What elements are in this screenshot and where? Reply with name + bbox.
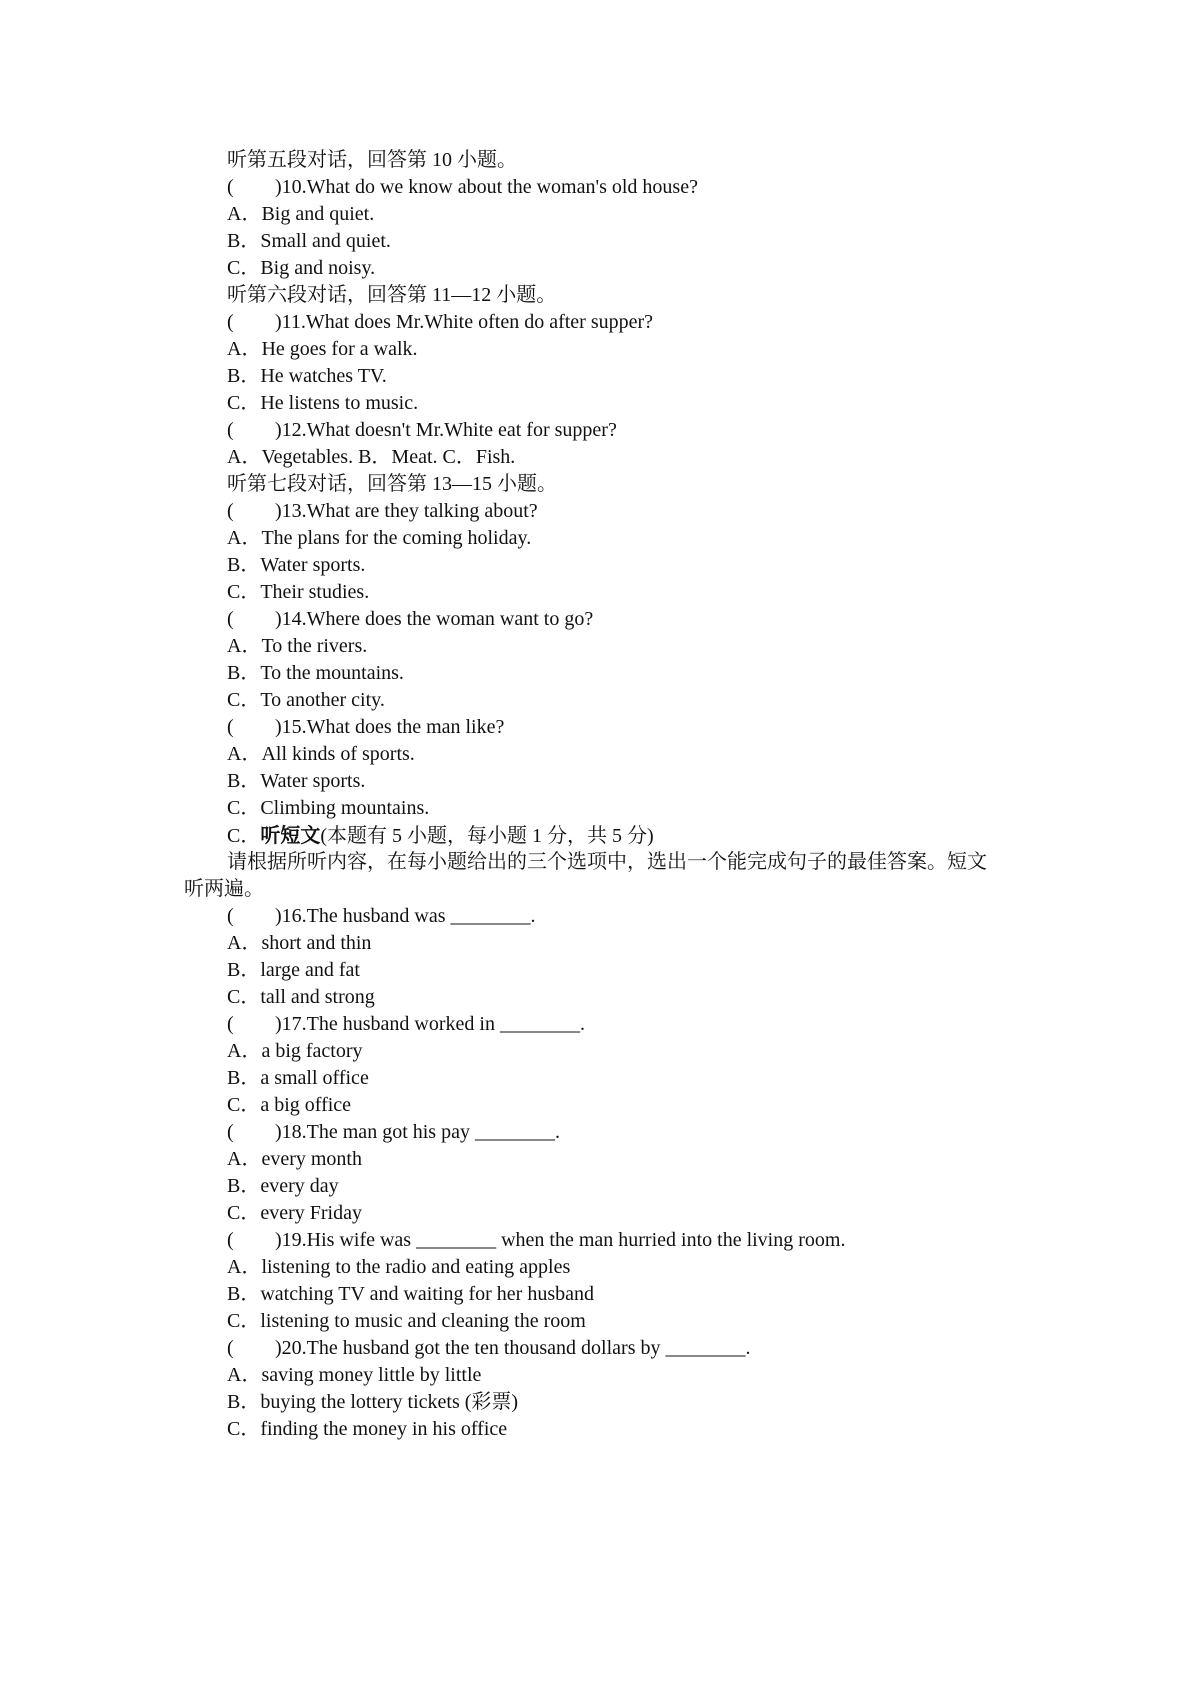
question-text: )19.His wife was ________ when the man hurried into the living room. [275,1229,846,1251]
answer-option: C．He listens to music. [227,392,419,414]
question-text: )16.The husband was ________. [275,905,536,927]
section-instruction: 听第五段对话，回答第 10 小题。 [227,149,517,171]
answer-blank: ( [227,1013,234,1035]
question-text: )17.The husband worked in ________. [275,1013,585,1035]
question-text: )20.The husband got the ten thousand dollars by ________. [275,1337,751,1359]
section-instruction: 听第七段对话，回答第 13—15 小题。 [227,473,557,495]
answer-option: B．He watches TV. [227,365,387,387]
answer-option: B．Water sports. [227,770,366,792]
answer-option: B．large and fat [227,959,360,981]
question-text: )13.What are they talking about? [275,500,538,522]
answer-option: A．listening to the radio and eating apples [227,1256,571,1278]
answer-option: A．Vegetables. B．Meat. C．Fish. [227,446,516,468]
answer-option: C．a big office [227,1094,352,1116]
question-text: )11.What does Mr.White often do after supper? [275,311,654,333]
answer-blank: ( [227,905,234,927]
question-text: )10.What do we know about the woman's old house? [275,176,698,198]
part-letter: C． [227,825,261,847]
question [184,498,1064,525]
answer-option: A．The plans for the coming holiday. [227,527,532,549]
answer-option: C．every Friday [227,1202,362,1224]
answer-option: A．short and thin [227,932,372,954]
answer-blank: ( [227,1337,234,1359]
question-text: )14.Where does the woman want to go? [275,608,594,630]
answer-option: C．tall and strong [227,986,375,1008]
instruction-continuation: 听两遍。 [184,878,264,900]
answer-option: B．buying the lottery tickets (彩票) [227,1391,519,1413]
answer-option: C．listening to music and cleaning the room [227,1310,586,1332]
answer-option: C．To another city. [227,689,385,711]
answer-blank: ( [227,311,234,333]
part-scoring: (本题有 5 小题，每小题 1 分，共 5 分) [320,825,654,847]
answer-option: C．Their studies. [227,581,370,603]
question [184,417,1064,444]
answer-option: B．every day [227,1175,339,1197]
answer-option: B．Small and quiet. [227,230,391,252]
question [184,1335,1064,1362]
answer-option: A．a big factory [227,1040,363,1062]
question-text: )15.What does the man like? [275,716,505,738]
answer-option: B．a small office [227,1067,369,1089]
answer-option: B．To the mountains. [227,662,404,684]
answer-option: C．Climbing mountains. [227,797,430,819]
question [184,1119,1064,1146]
answer-blank: ( [227,500,234,522]
answer-option: B．watching TV and waiting for her husband [227,1283,594,1305]
answer-blank: ( [227,608,234,630]
question [184,1227,1064,1254]
question [184,714,1064,741]
question [184,606,1064,633]
question-text: )12.What doesn't Mr.White eat for supper? [275,419,617,441]
answer-option: A．All kinds of sports. [227,743,415,765]
answer-option: C．finding the money in his office [227,1418,508,1440]
answer-option: A．saving money little by little [227,1364,482,1386]
answer-blank: ( [227,176,234,198]
question [184,1011,1064,1038]
part-heading [184,822,1064,849]
answer-option: B．Water sports. [227,554,366,576]
answer-option: A．Big and quiet. [227,203,375,225]
answer-option: A．He goes for a walk. [227,338,418,360]
answer-blank: ( [227,1229,234,1251]
answer-option: A．To the rivers. [227,635,368,657]
question-text: )18.The man got his pay ________. [275,1121,560,1143]
answer-blank: ( [227,716,234,738]
question [184,174,1064,201]
part-title: 听短文 [260,823,321,847]
answer-blank: ( [227,419,234,441]
question [184,309,1064,336]
answer-blank: ( [227,1121,234,1143]
question [184,903,1064,930]
section-instruction: 听第六段对话，回答第 11—12 小题。 [227,284,557,306]
listening-exercise [184,147,1064,1443]
answer-option: A．every month [227,1148,362,1170]
answer-option: C．Big and noisy. [227,257,376,279]
section-instruction: 请根据所听内容，在每小题给出的三个选项中，选出一个能完成句子的最佳答案。短文 [227,851,987,873]
